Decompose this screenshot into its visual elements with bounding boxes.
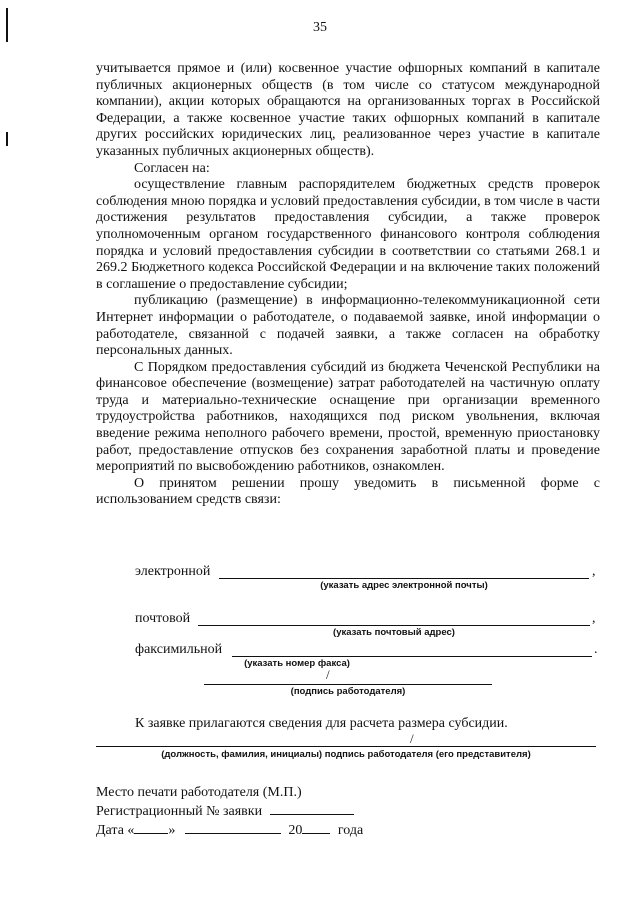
signature-line[interactable]: [204, 684, 492, 685]
paragraph-agree: Согласен на:: [134, 160, 210, 176]
paragraph-inspections: осуществление главным распорядителем бюджетных средств проверок соблюдения мною порядка и условий предоставления субсидии, в том числе в части достижения результатов предоставления субсидии, а также проверок уполномоченным органом государственного финансового контроля соблюдения порядка и условий предоставления субсидии в соответствии со статьями 268.1 и 269.2 Бюджетного кодекса Российской Федерации и на включение таких положений в соглашение о предоставление субсидии;: [96, 177, 600, 292]
representative-line[interactable]: [96, 746, 596, 747]
date-close: »: [168, 823, 176, 838]
paragraph-notify: О принятом решении прошу уведомить в письменной форме с использованием средств связи:: [96, 475, 600, 508]
postal-field-line[interactable]: [198, 625, 590, 626]
signature-slash: /: [326, 667, 330, 682]
attachment-text: К заявке прилагаются сведения для расчета размера субсидии.: [135, 716, 508, 731]
postal-label: почтовой: [135, 611, 191, 626]
representative-hint: (должность, фамилия, инициалы) подпись работодателя (его представителя): [161, 749, 531, 760]
page-number: 35: [313, 20, 327, 35]
paragraph-procedure: С Порядком предоставления субсидий из бюджета Чеченской Республики на финансовое обеспечение (возмещение) затрат работодателей на частичную оплату труда и материально-технические оснащение при организации временного трудоустройства работников, находящихся под риском увольнения, включая введение режима неполного рабочего времени, простой, временную приостановку работ, предоставление отпусков без сохранения заработной платы и проведение мероприятий по высвобождению работников, ознакомлен.: [96, 359, 600, 475]
email-hint: (указать адрес электронной почты): [320, 580, 488, 591]
year-field[interactable]: [302, 821, 330, 834]
fax-hint: (указать номер факса): [244, 658, 350, 669]
body-text: [96, 61, 600, 509]
email-comma: ,: [592, 564, 596, 579]
registration-label: Регистрационный № заявки: [96, 804, 263, 819]
date-row: [96, 821, 363, 840]
postal-hint: (указать почтовый адрес): [333, 627, 455, 638]
registration-row: [96, 802, 363, 821]
paragraph-offshore: учитывается прямое и (или) косвенное участие офшорных компаний в капитале публичных акционерных обществ (в том числе со статусом международной компании), акции которых обращаются на организованных торгах в Российской Федерации, а также косвенное участие таких офшорных компаний в капитале других российских юридических лиц, реализованное через участие в капитале указанных публичных акционерных обществ).: [96, 61, 600, 159]
seal-line: Место печати работодателя (М.П.): [96, 785, 302, 800]
day-field[interactable]: [134, 821, 168, 834]
footer-block: [96, 783, 363, 840]
fax-label: факсимильной: [135, 642, 223, 657]
signature-hint: (подпись работодателя): [290, 686, 406, 697]
fax-field-line[interactable]: [232, 656, 592, 657]
email-label: электронной: [135, 564, 211, 579]
fax-period: .: [594, 642, 598, 657]
email-field-line[interactable]: [219, 578, 589, 579]
postal-comma: ,: [592, 611, 596, 626]
date-label: Дата «: [96, 823, 135, 838]
month-field[interactable]: [185, 821, 281, 834]
year-prefix: 20: [288, 823, 303, 838]
paragraph-publication: публикацию (размещение) в информационно-телекоммуникационной сети Интернет информации о работодателе, о подаваемой заявке, иной информации о работодателе, связанной с подачей заявки, а также согласен на обработку персональных данных.: [96, 293, 600, 359]
representative-slash: /: [410, 731, 414, 746]
registration-field[interactable]: [270, 802, 354, 815]
scan-edge-mark: [6, 132, 8, 146]
year-suffix: года: [337, 823, 364, 838]
